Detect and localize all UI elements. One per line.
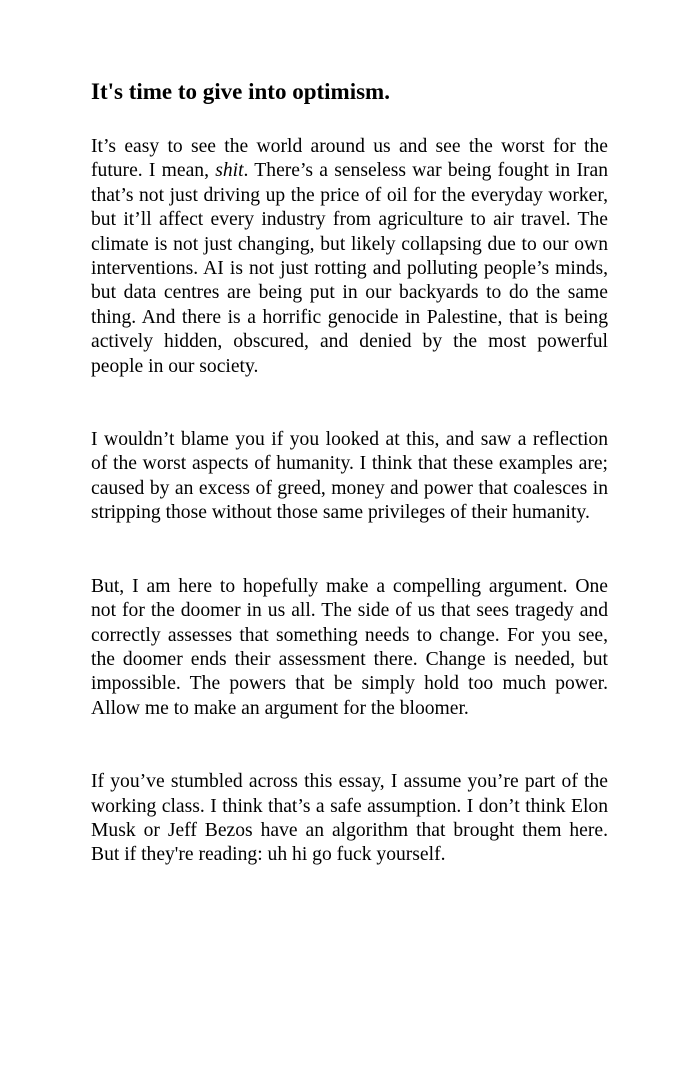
document-title: It's time to give into optimism.	[91, 79, 390, 104]
paragraph-1-text-end: . There’s a senseless war being fought in Iran that’s not just driving up the price of oil for the everyday worker, but it’ll affect every industry from agriculture to air travel. The climate is not just changing, but likely collapsing due to our own interventions. AI is not just rotting and polluting people’s minds, but data centres are being put in our backyards to do the same thing. And there is a horrific genocide in Palestine, that is being actively hidden, obscured, and denied by the most powerful people in our society.	[91, 160, 608, 377]
paragraph-4: If you’ve stumbled across this essay, I assume you’re part of the working class. I think that’s a safe assumption. I don’t think Elon Musk or Jeff Bezos have an algorithm that brought them here. But if they're reading: uh hi go fuck yourself.	[91, 771, 608, 866]
paragraph-1-text-start: It’s easy to see the world around us and see the worst for the future. I mean,	[91, 136, 608, 182]
paragraph-1	[91, 135, 608, 379]
paragraph-2: I wouldn’t blame you if you looked at this, and saw a reflection of the worst aspects of humanity. I think that these examples are; caused by an excess of greed, money and power that coalesces in stripping those without those same privileges of their humanity.	[91, 429, 608, 524]
paragraph-3: But, I am here to hopefully make a compelling argument. One not for the doomer in us all. The side of us that sees tragedy and correctly assesses that something needs to change. For you see, the doomer ends their assessment there. Change is needed, but impossible. The powers that be simply hold too much power. Allow me to make an argument for the bloomer.	[91, 575, 608, 719]
paragraph-1-emphasis: shit	[215, 160, 244, 182]
document-page	[91, 78, 608, 868]
